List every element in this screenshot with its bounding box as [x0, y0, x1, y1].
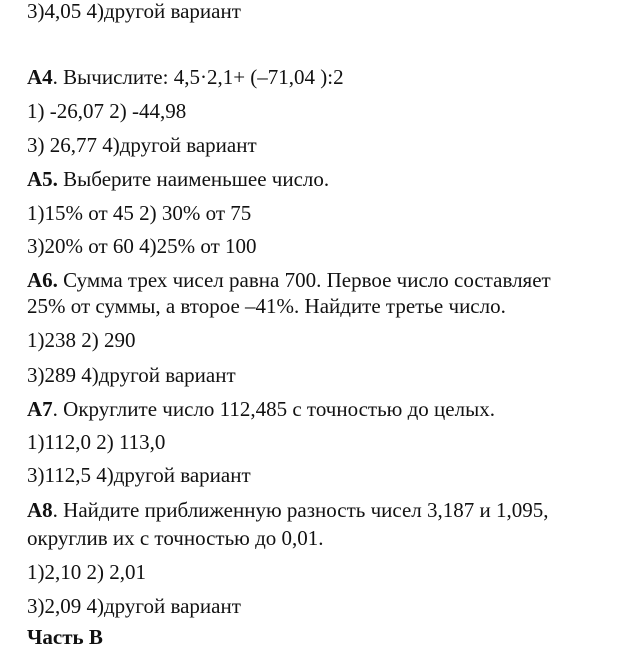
section-heading-part-b: Часть В — [27, 625, 103, 649]
question-a6-text-cont: 25% от суммы, а второе –41%. Найдите третье число. — [27, 294, 506, 318]
question-a5-options-2: 3)20% от 60 4)25% от 100 — [27, 234, 257, 258]
question-a8-text: А8. Найдите приближенную разность чисел 3,187 и 1,095, — [27, 498, 549, 522]
question-a7-text: А7. Округлите число 112,485 с точностью до целых. — [27, 397, 495, 421]
question-a6-text: А6. Сумма трех чисел равна 700. Первое число составляет — [27, 268, 551, 292]
question-a4-options-1: 1) -26,07 2) -44,98 — [27, 99, 187, 123]
question-a7-options-1: 1)112,0 2) 113,0 — [27, 430, 166, 454]
question-a4-text: А4. Вычислите: 4,5·2,1+ (–71,04 ):2 — [27, 65, 344, 89]
question-a6-number: А6. — [27, 268, 58, 292]
question-a8-options-2: 3)2,09 4)другой вариант — [27, 594, 241, 618]
question-a8-options-1: 1)2,10 2) 2,01 — [27, 560, 146, 584]
question-a7-number: А7 — [27, 397, 53, 421]
question-a5-number: А5. — [27, 167, 58, 191]
question-a5-options-1: 1)15% от 45 2) 30% от 75 — [27, 201, 252, 225]
question-a6-options-1: 1)238 2) 290 — [27, 328, 136, 352]
question-a5-text: А5. Выберите наименьшее число. — [27, 167, 330, 191]
question-a8-number: А8 — [27, 498, 53, 522]
question-a7-options-2: 3)112,5 4)другой вариант — [27, 463, 251, 487]
question-a4-options-2: 3) 26,77 4)другой вариант — [27, 133, 257, 157]
question-a6-options-2: 3)289 4)другой вариант — [27, 363, 236, 387]
previous-options-fragment: 3)4,05 4)другой вариант — [27, 0, 241, 23]
question-a4-number: А4 — [27, 65, 53, 89]
question-a8-text-cont: округлив их с точностью до 0,01. — [27, 526, 324, 550]
